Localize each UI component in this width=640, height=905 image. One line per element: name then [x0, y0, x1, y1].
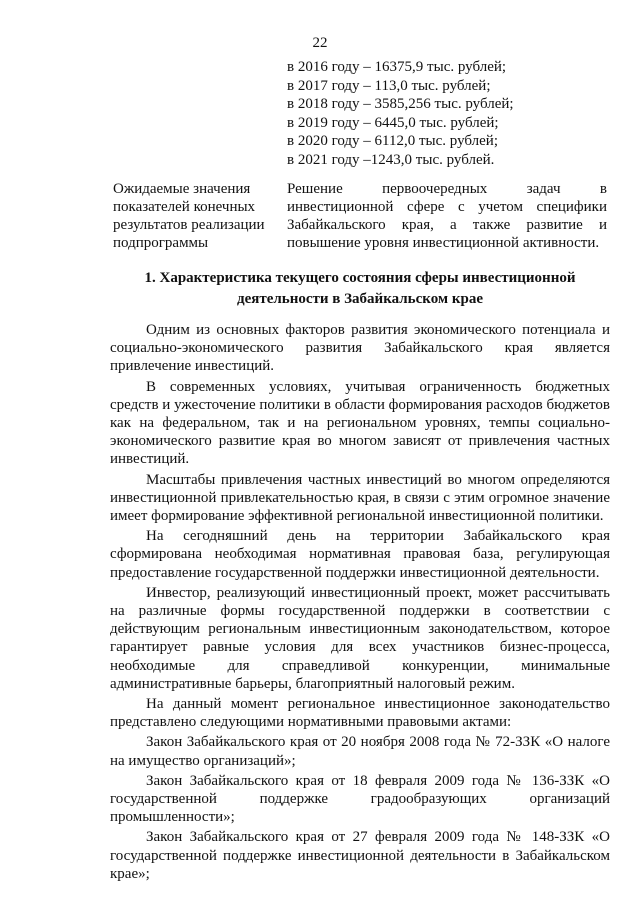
paragraph: Закон Забайкальского края от 20 ноября 2008 года № 72-ЗЗК «О налоге на имущество организаций»; [110, 734, 610, 769]
paragraph: Масштабы привлечения частных инвестиций во многом определяются инвестиционной привлекательностью края, в связи с этим огромное значение имеет формирование эффективной региональной инвестиционной политики. [110, 471, 610, 525]
page-number: 22 [312, 35, 328, 51]
funding-line-2017: в 2017 году – 113,0 тыс. рублей; [287, 77, 491, 94]
funding-line-2021: в 2021 году –1243,0 тыс. рублей. [287, 151, 495, 168]
paragraph: Закон Забайкальского края от 27 февраля 2009 года № 148-ЗЗК «О государственной поддержке инвестиционной деятельности в Забайкальском крае»; [110, 829, 610, 882]
funding-by-year [287, 58, 617, 170]
funding-line-2018: в 2018 году – 3585,256 тыс. рублей; [287, 96, 514, 113]
section-title: 1. Характеристика текущего состояния сферы инвестиционной деятельности в Забайкальском крае [144, 270, 576, 307]
paragraph: В современных условиях, учитывая ограниченность бюджетных средств и ужесточение политики в области формирования расходов бюджетов как на федеральном, так и на региональном уровнях, темпы социально-экономического развитие края во многом зависят от привлечения частных инвестиций. [110, 378, 610, 468]
section-body [110, 321, 610, 885]
paragraph: Инвестор, реализующий инвестиционный проект, может рассчитывать на различные формы государственной поддержки в соответствии с действующим региональным инвестиционным законодательством, которое гарантирует равные условия для всех участников бизнес-процесса, необходимые для справедливой конкуренции, минимальные административные барьеры, благоприятный налоговый режим. [110, 584, 610, 692]
paragraph: На данный момент региональное инвестиционное законодательство представлено следующими нормативными правовыми актами: [110, 696, 610, 731]
funding-line-2019: в 2019 году – 6445,0 тыс. рублей; [287, 114, 499, 131]
funding-line-2016: в 2016 году – 16375,9 тыс. рублей; [287, 59, 507, 75]
paragraph: Закон Забайкальского края от 18 февраля 2009 года № 136-ЗЗК «О государственной поддержке градообразующих организаций промышленности»; [110, 772, 610, 826]
expected-results-label: Ожидаемые значения показателей конечных результатов реализации подпрограммы [113, 181, 265, 251]
paragraph: На сегодняшний день на территории Забайкальского края сформирована необходимая нормативная правовая база, регулирующая предоставление государственной поддержки инвестиционной деятельности. [110, 528, 610, 581]
expected-results-text: Решение первоочередных задач в инвестиционной сфере с учетом специфики Забайкальского края, а также развитие и повышение уровня инвестиционной активности. [287, 181, 607, 251]
funding-line-2020: в 2020 году – 6112,0 тыс. рублей; [287, 133, 498, 150]
paragraph: Одним из основных факторов развития экономического потенциала и социально-экономического развития Забайкальского края является привлечение инвестиций. [110, 322, 610, 375]
